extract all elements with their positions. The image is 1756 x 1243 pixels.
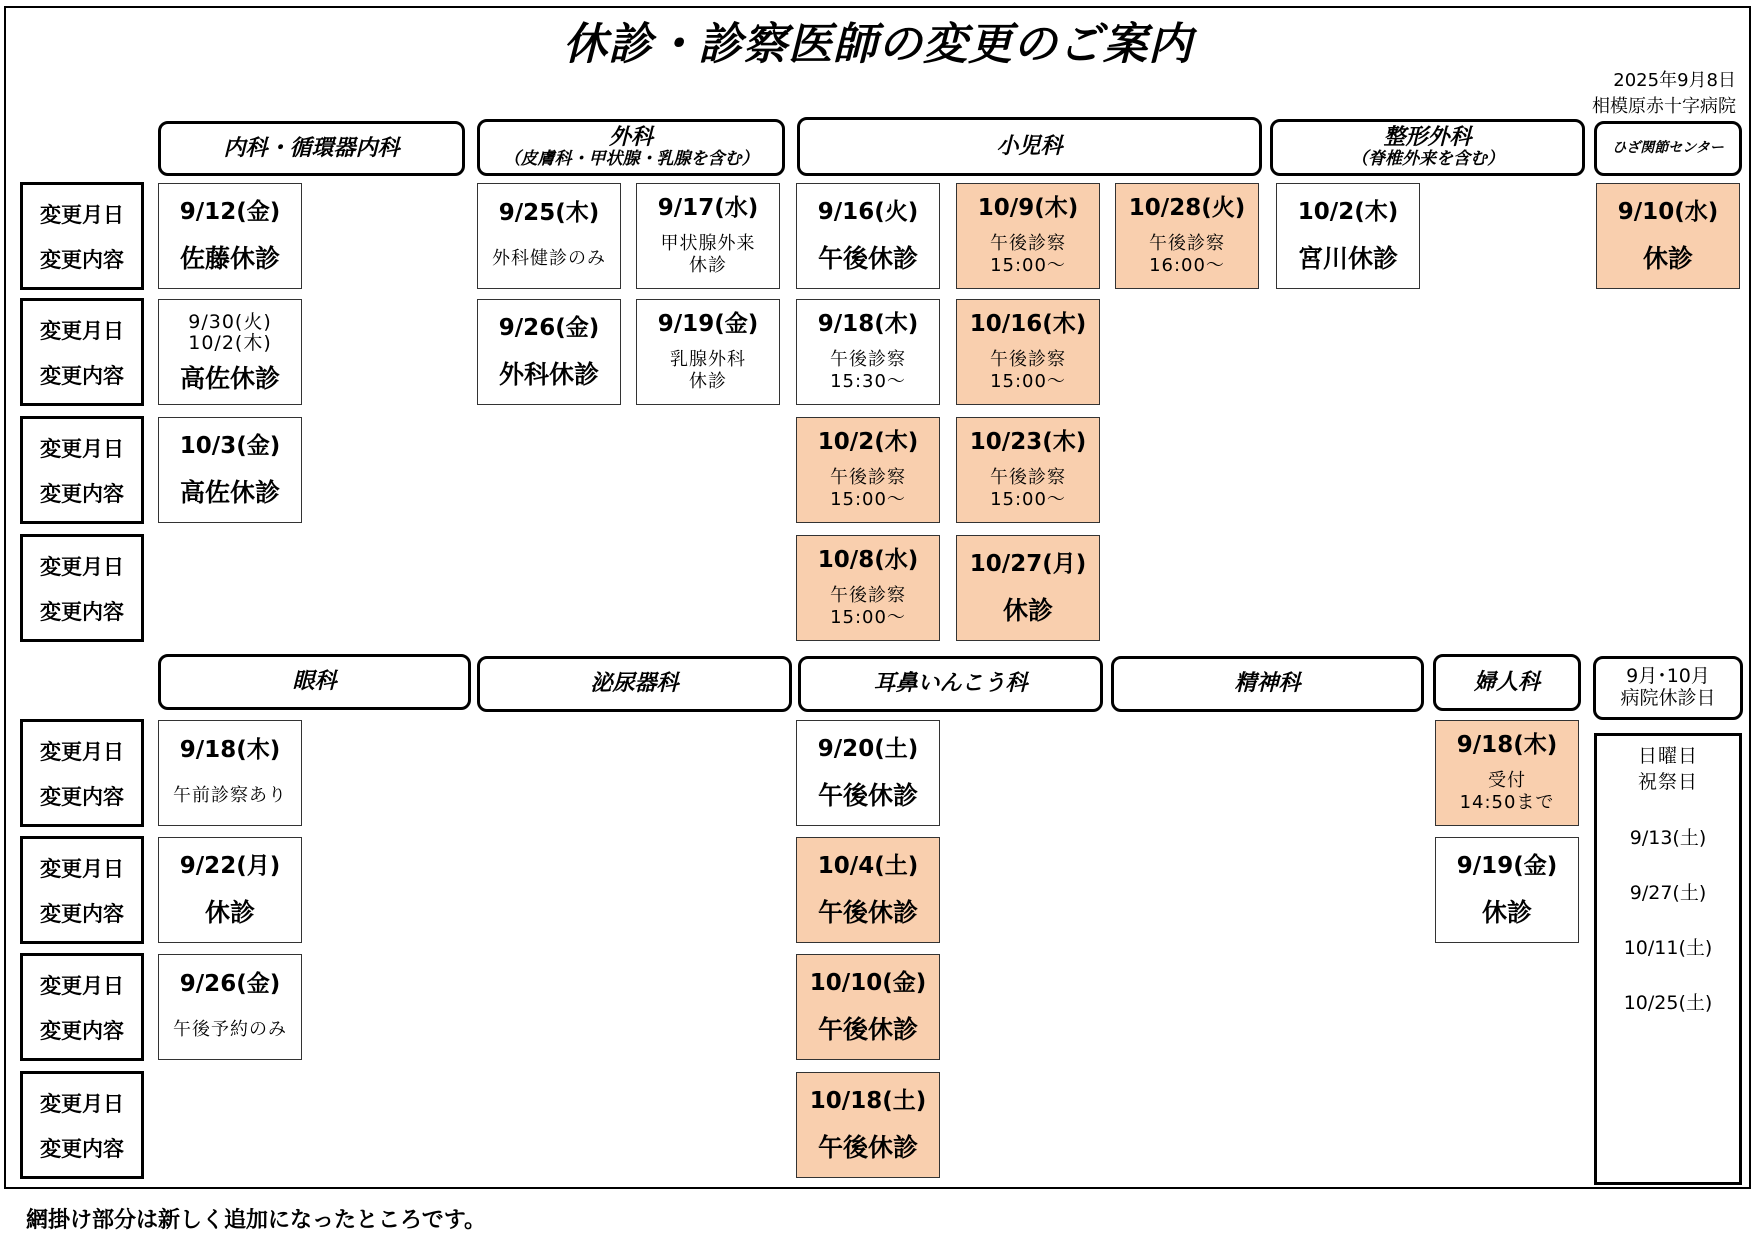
schedule-cell-naika-3: 10/3(金) 高佐休診 — [158, 417, 302, 523]
schedule-cell-shoni-5: 10/16(木) 午後診察 15:00～ — [956, 299, 1100, 405]
schedule-cell-shoni-8: 10/8(水) 午後診察 15:00～ — [796, 535, 940, 641]
schedule-cell-shoni-7: 10/23(木) 午後診察 15:00～ — [956, 417, 1100, 523]
schedule-cell-ganka-2: 9/22(月) 休診 — [158, 837, 302, 943]
dept-header-shonika: 小児科 — [797, 117, 1262, 176]
schedule-cell-shoni-9: 10/27(月) 休診 — [956, 535, 1100, 641]
dept-header-fujinka: 婦人科 — [1433, 654, 1581, 711]
schedule-cell-fujin-2: 9/19(金) 休診 — [1435, 837, 1579, 943]
schedule-cell-shoni-6: 10/2(木) 午後診察 15:00～ — [796, 417, 940, 523]
row-label-top-3: 変更月日 変更内容 — [20, 416, 144, 524]
schedule-cell-shoni-4: 9/18(木) 午後診察 15:30～ — [796, 299, 940, 405]
schedule-cell-seikei-1: 10/2(木) 宮川休診 — [1276, 183, 1420, 289]
row-label-bottom-1: 変更月日 変更内容 — [20, 719, 144, 827]
closed-days-panel: 日曜日 祝祭日 9/13(土) 9/27(土) 10/11(土) 10/25(土) — [1594, 733, 1742, 1185]
row-label-top-2: 変更月日 変更内容 — [20, 298, 144, 406]
schedule-cell-ganka-1: 9/18(木) 午前診察あり — [158, 720, 302, 826]
schedule-cell-jibi-1: 9/20(土) 午後休診 — [796, 720, 940, 826]
schedule-cell-shoni-1: 9/16(火) 午後休診 — [796, 183, 940, 289]
row-label-bottom-2: 変更月日 変更内容 — [20, 836, 144, 944]
dept-header-hiza: ひざ関節センター — [1594, 121, 1742, 176]
row-label-top-1: 変更月日 変更内容 — [20, 182, 144, 290]
schedule-cell-shoni-2: 10/9(木) 午後診察 15:00～ — [956, 183, 1100, 289]
schedule-cell-geka-2: 9/17(水) 甲状腺外来 休診 — [636, 183, 780, 289]
schedule-cell-ganka-3: 9/26(金) 午後予約のみ — [158, 954, 302, 1060]
schedule-cell-naika-1: 9/12(金) 佐藤休診 — [158, 183, 302, 289]
dept-header-ganka: 眼科 — [158, 654, 471, 710]
schedule-cell-geka-1: 9/25(木) 外科健診のみ — [477, 183, 621, 289]
closed-date: 9/27(土) — [1629, 882, 1707, 905]
footnote: 網掛け部分は新しく追加になったところです。 — [26, 1208, 487, 1233]
dept-header-closed-days: 9月･10月 病院休診日 — [1593, 656, 1743, 720]
row-label-bottom-3: 変更月日 変更内容 — [20, 953, 144, 1061]
dept-header-geka: 外科 （皮膚科・甲状腺・乳腺を含む） — [477, 119, 785, 176]
schedule-cell-fujin-1: 9/18(木) 受付 14:50まで — [1435, 720, 1579, 826]
dept-header-seishin: 精神科 — [1111, 656, 1424, 712]
dept-header-jibika: 耳鼻いんこう科 — [798, 656, 1103, 712]
schedule-cell-geka-4: 9/19(金) 乳腺外科 休診 — [636, 299, 780, 405]
schedule-cell-jibi-4: 10/18(土) 午後休診 — [796, 1072, 940, 1178]
closed-date: 10/25(土) — [1623, 992, 1713, 1015]
schedule-cell-jibi-2: 10/4(土) 午後休診 — [796, 837, 940, 943]
row-label-bottom-4: 変更月日 変更内容 — [20, 1071, 144, 1179]
schedule-cell-jibi-3: 10/10(金) 午後休診 — [796, 954, 940, 1060]
page-title: 休診・診察医師の変更のご案内 — [563, 19, 1193, 70]
schedule-cell-hiza-1: 9/10(水) 休診 — [1596, 183, 1740, 289]
issue-date: 2025年9月8日 — [1613, 70, 1736, 91]
closed-date: 10/11(土) — [1623, 937, 1713, 960]
schedule-cell-naika-2: 9/30(火) 10/2(木) 高佐休診 — [158, 299, 302, 405]
row-label-top-4: 変更月日 変更内容 — [20, 534, 144, 642]
closed-date: 9/13(土) — [1629, 827, 1707, 850]
dept-header-hinyoki: 泌尿器科 — [477, 656, 792, 712]
hospital-name: 相模原赤十字病院 — [1592, 96, 1736, 117]
schedule-cell-shoni-3: 10/28(火) 午後診察 16:00～ — [1115, 183, 1259, 289]
schedule-cell-geka-3: 9/26(金) 外科休診 — [477, 299, 621, 405]
dept-header-naika: 内科・循環器内科 — [158, 121, 465, 176]
dept-header-seikei: 整形外科 （脊椎外来を含む） — [1270, 119, 1585, 176]
